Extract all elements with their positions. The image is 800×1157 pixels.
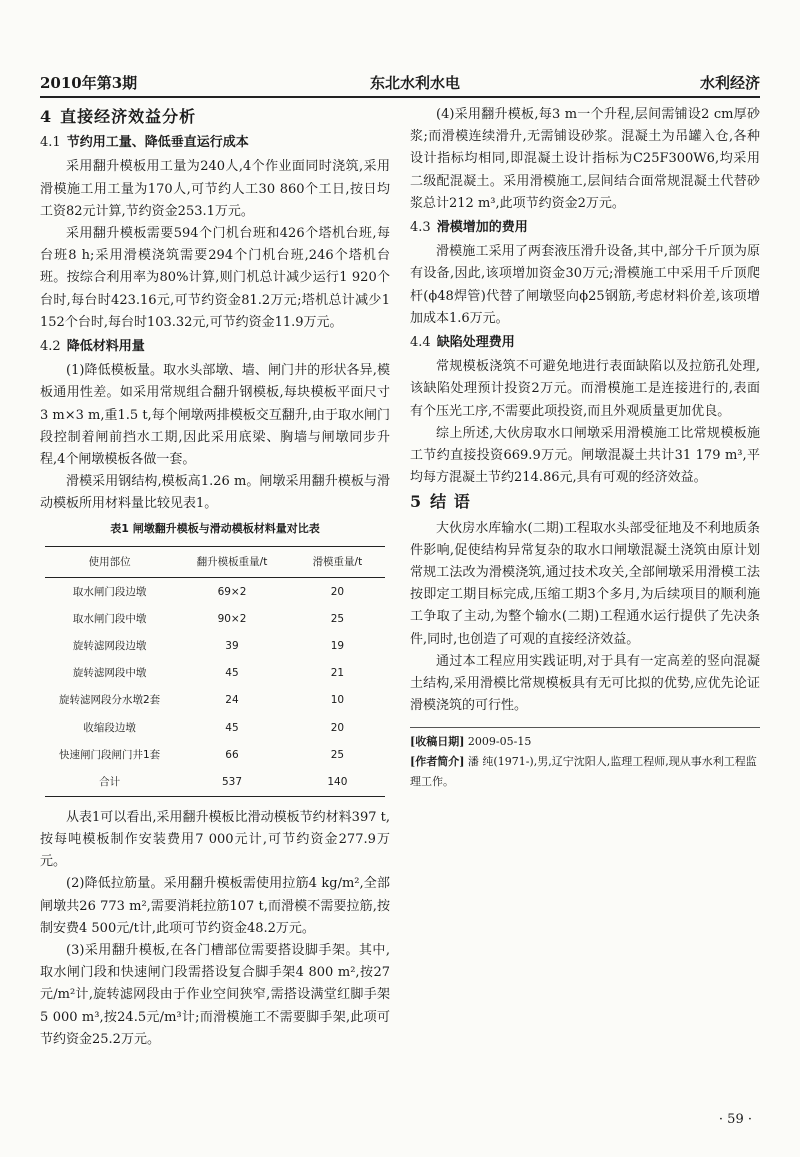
table-cell: 取水闸门段中墩: [72, 612, 147, 625]
table-header-cell: 滑模重量/t: [290, 546, 385, 577]
section-title: 结 语: [430, 492, 471, 512]
subsection-4-4-heading: [410, 332, 760, 354]
table-cell: 取水闸门段边墩: [72, 585, 147, 598]
paragraph: (1)降低模板量。取水头部墩、墙、闸门井的形状各异,模板通用性差。如采用常规组合翻升钢模板,每块模板平面尺寸3 m×3 m,重1.5 t,每个闸墩两排模板交互翻升,由于取水闸门段控制着闸前挡水工期,因此采用底梁、胸墙与闸墩同步升程,4个闸墩模板各做一套。: [40, 363, 390, 468]
table-cell: 旋转滤网段边墩: [72, 639, 147, 652]
table-cell: 21: [330, 667, 345, 680]
table-cell: 旋转滤网段中墩: [72, 667, 147, 680]
table-row: [45, 714, 385, 741]
article-metadata: [410, 727, 760, 792]
subsection-number: 4.1: [40, 135, 61, 151]
right-column: [410, 104, 760, 792]
table-cell: 24: [225, 694, 239, 707]
table-cell: 20: [330, 721, 345, 734]
section-number: 5: [410, 492, 423, 512]
received-label: [收稿日期]: [410, 735, 465, 749]
table-row: [45, 578, 385, 606]
author-value: 潘 纯(1971-),男,辽宁沈阳人,监理工程师,现从事水利工程监理工作。: [410, 755, 757, 789]
table-cell: 69×2: [217, 585, 247, 598]
table-cell: 39: [225, 639, 239, 652]
subsection-number: 4.4: [410, 335, 431, 351]
table-cell: 快速闸门段闸门井1套: [59, 748, 161, 761]
table-cell: 10: [330, 694, 345, 707]
table-total-row: [45, 768, 385, 796]
subsection-4-1-heading: [40, 132, 390, 154]
section-4-heading: [40, 106, 390, 128]
subsection-number: 4.3: [410, 220, 431, 236]
paragraph: 常规模板浇筑不可避免地进行表面缺陷以及拉筋孔处理,该缺陷处理预计投资2万元。而滑模施工是连接进行的,表面有个压光工序,不需要此项投资,而且外观质量更加优良。: [410, 359, 760, 419]
subsection-4-3-heading: [410, 217, 760, 239]
table-cell: 140: [290, 768, 385, 796]
paragraph: 大伙房水库输水(二期)工程取水头部受征地及不利地质条件影响,促使结构异常复杂的取水口闸墩混凝土浇筑由原计划常规工法改为滑模浇筑,通过技术攻关,全部闸墩采用滑模工法按即定工期目标完成,压缩工期3个多月,为后续项目的顺利施工争取了主动,为整个输水(二期)工程通水运行提供了先决条件,同时,也创造了可观的直接经济效益。: [410, 520, 760, 647]
received-value: 2009-05-15: [467, 735, 532, 749]
table-cell: 45: [225, 721, 239, 734]
received-date: [410, 732, 760, 752]
table-row: [45, 741, 385, 768]
table-cell: 25: [330, 612, 345, 625]
table-cell: 537: [174, 768, 290, 796]
table-header-cell: 使用部位: [45, 546, 174, 577]
section-5-heading: [410, 491, 760, 513]
section-title: 直接经济效益分析: [60, 107, 197, 126]
table-row: [45, 632, 385, 659]
table-row: [45, 660, 385, 687]
section-label: 水利经济: [699, 74, 760, 92]
paragraph: 综上所述,大伙房取水口闸墩采用滑模施工比常规模板施工节约直接投资669.9万元。闸墩混凝土共计31 179 m³,平均每方混凝土节约214.86元,具有可观的经济效益。: [410, 425, 760, 486]
material-comparison-table: [45, 546, 385, 797]
table-cell: 45: [225, 667, 239, 680]
paragraph: 滑模施工采用了两套液压滑升设备,其中,部分千斤顶为原有设备,因此,该项增加资金30万元;滑模施工中采用千斤顶爬杆(ϕ48焊管)代替了闸墩竖向ϕ25钢筋,考虑材料价差,该项增加成本1.6万元。: [410, 244, 760, 326]
journal-title: 东北水利水电: [370, 74, 461, 92]
table-cell: 旋转滤网段分水墩2套: [59, 694, 161, 707]
table-cell: 66: [225, 748, 239, 761]
section-number: 4: [40, 107, 53, 126]
running-header: [40, 70, 760, 98]
subsection-title: 节约用工量、降低垂直运行成本: [66, 135, 249, 151]
page-number: · 59 ·: [718, 1112, 752, 1127]
paragraph: (2)降低拉筋量。采用翻升模板需使用拉筋4 kg/m²,全部闸墩共26 773 m²,需要消耗拉筋107 t,而滑模不需要拉筋,按制安费4 500元/t计,此项可节约资金48.2万元。: [40, 876, 390, 936]
subsection-4-2-heading: [40, 336, 390, 358]
paragraph: 滑模采用钢结构,模板高1.26 m。闸墩采用翻升模板与滑动模板所用材料量比较见表1。: [40, 474, 390, 512]
table-cell: 25: [330, 748, 345, 761]
paragraph: 采用翻升模板需要594个门机台班和426个塔机台班,每台班8 h;采用滑模浇筑需要294个门机台班,246个塔机台班。按综合利用率为80%计算,则门机总计减少运行1 920个台时,每台时423.16元,可节约资金81.2万元;塔机总计减少1 152个台时,每台时103.32元,可节约资金11.9万元。: [40, 226, 390, 330]
table-cell: 19: [330, 639, 345, 652]
author-label: [作者简介]: [410, 755, 465, 769]
table-header-cell: 翻升模板重量/t: [174, 546, 290, 577]
subsection-title: 降低材料用量: [66, 339, 145, 355]
table-row: [45, 687, 385, 714]
paragraph: (4)采用翻升模板,每3 m一个升程,层间需铺设2 cm厚砂浆;而滑模连续滑升,无需铺设砂浆。混凝土为吊罐入仓,各种设计指标均相同,即混凝土设计指标为C25F300W6,均采用二级配混凝土。采用滑模施工,层间结合面常规混凝土代替砂浆总计212 m³,此项节约资金2万元。: [410, 107, 760, 211]
subsection-title: 滑模增加的费用: [436, 220, 528, 236]
left-column: [40, 104, 390, 1051]
paragraph: 采用翻升模板用工量为240人,4个作业面同时浇筑,采用滑模施工用工量为170人,可节约人工30 860个工日,按日均工资82元计算,节约资金253.1万元。: [40, 159, 390, 219]
author-bio: [410, 752, 760, 792]
table-cell: 20: [330, 585, 345, 598]
table-cell: 合计: [45, 768, 174, 796]
table-caption: 表1 闸墩翻升模板与滑动模板材料量对比表: [110, 521, 320, 535]
table-cell: 90×2: [217, 612, 247, 625]
subsection-title: 缺陷处理费用: [436, 335, 515, 351]
paragraph: 从表1可以看出,采用翻升模板比滑动模板节约材料397 t,按每吨模板制作安装费用7 000元计,可节约资金277.9万元。: [40, 809, 390, 870]
subsection-number: 4.2: [40, 339, 61, 355]
table-row: [45, 605, 385, 632]
issue-label: 2010年第3期: [40, 74, 138, 92]
table-header-row: [45, 546, 385, 577]
paragraph: 通过本工程应用实践证明,对于具有一定高差的竖向混凝土结构,采用滑模比常规模板具有无可比拟的优势,应优先论证滑模浇筑的可行性。: [410, 653, 760, 714]
paragraph: (3)采用翻升模板,在各门槽部位需要搭设脚手架。其中,取水闸门段和快速闸门段需搭设复合脚手架4 800 m²,按27元/m²计,旋转滤网段由于作业空间狭窄,需搭设满堂红脚手架5 000 m³,按24.5元/m³计;而滑模施工不需要脚手架,此项可节约资金25.2万元。: [40, 942, 390, 1047]
table-cell: 收缩段边墩: [83, 721, 136, 734]
